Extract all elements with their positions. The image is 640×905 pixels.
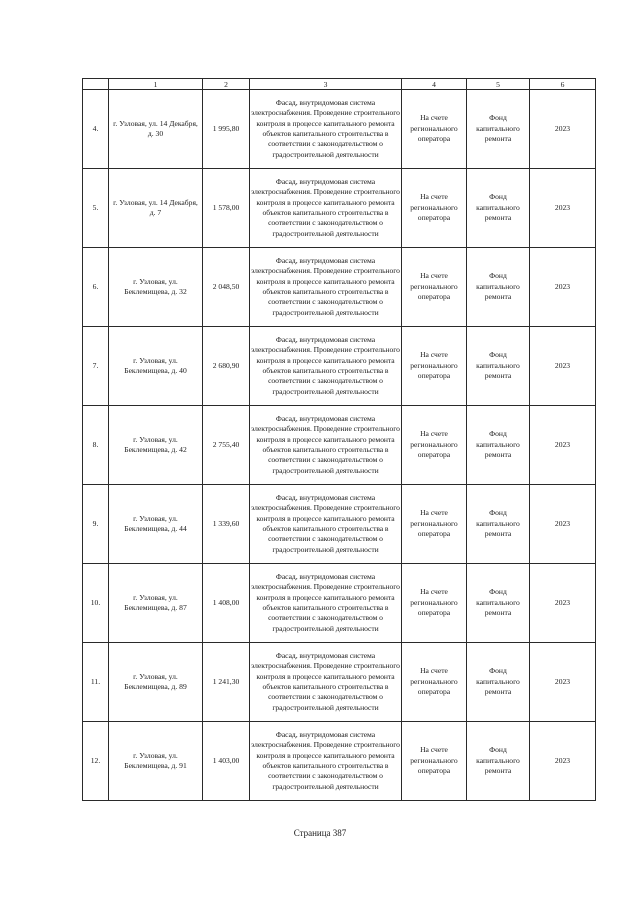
table-row	[83, 722, 596, 801]
row-number-cell: 7.	[83, 327, 109, 406]
table-row	[83, 485, 596, 564]
address-cell: г. Узловая, ул. Беклемищева, д. 32	[109, 248, 203, 327]
header-cell-3: 3	[250, 79, 402, 90]
work-description-cell: Фасад, внутридомовая система электроснабжения. Проведение строительного контроля в процессе капитального ремонта объектов капитального строительства в соответствии с законодательством о градостроительной деятельности	[250, 248, 402, 327]
year-cell: 2023	[530, 643, 596, 722]
header-cell-5: 5	[467, 79, 530, 90]
address-cell: г. Узловая, ул. Беклемищева, д. 89	[109, 643, 203, 722]
cost-cell: 2 755,40	[203, 406, 250, 485]
year-cell: 2023	[530, 485, 596, 564]
account-cell: На счете регионального оператора	[402, 327, 467, 406]
funding-source-cell: Фонд капитального ремонта	[467, 169, 530, 248]
year-cell: 2023	[530, 327, 596, 406]
table-row	[83, 406, 596, 485]
table-row	[83, 643, 596, 722]
year-cell: 2023	[530, 406, 596, 485]
year-cell: 2023	[530, 248, 596, 327]
account-cell: На счете регионального оператора	[402, 169, 467, 248]
row-number-cell: 11.	[83, 643, 109, 722]
table-row	[83, 327, 596, 406]
funding-source-cell: Фонд капитального ремонта	[467, 643, 530, 722]
table-body	[83, 90, 596, 801]
cost-cell: 2 048,50	[203, 248, 250, 327]
year-cell: 2023	[530, 564, 596, 643]
funding-source-cell: Фонд капитального ремонта	[467, 406, 530, 485]
header-cell-6: 6	[530, 79, 596, 90]
header-cell-1: 1	[109, 79, 203, 90]
table-row	[83, 169, 596, 248]
funding-source-cell: Фонд капитального ремонта	[467, 722, 530, 801]
address-cell: г. Узловая, ул. Беклемищева, д. 91	[109, 722, 203, 801]
cost-cell: 1 241,30	[203, 643, 250, 722]
account-cell: На счете регионального оператора	[402, 643, 467, 722]
work-description-cell: Фасад, внутридомовая система электроснабжения. Проведение строительного контроля в процессе капитального ремонта объектов капитального строительства в соответствии с законодательством о градостроительной деятельности	[250, 564, 402, 643]
funding-source-cell: Фонд капитального ремонта	[467, 90, 530, 169]
table-row	[83, 248, 596, 327]
cost-cell: 1 403,00	[203, 722, 250, 801]
work-description-cell: Фасад, внутридомовая система электроснабжения. Проведение строительного контроля в процессе капитального ремонта объектов капитального строительства в соответствии с законодательством о градостроительной деятельности	[250, 169, 402, 248]
column-number-row	[83, 79, 596, 90]
funding-source-cell: Фонд капитального ремонта	[467, 485, 530, 564]
address-cell: г. Узловая, ул. 14 Декабря, д. 7	[109, 169, 203, 248]
row-number-cell: 6.	[83, 248, 109, 327]
cost-cell: 1 339,60	[203, 485, 250, 564]
year-cell: 2023	[530, 722, 596, 801]
row-number-cell: 4.	[83, 90, 109, 169]
table-row	[83, 90, 596, 169]
work-description-cell: Фасад, внутридомовая система электроснабжения. Проведение строительного контроля в процессе капитального ремонта объектов капитального строительства в соответствии с законодательством о градостроительной деятельности	[250, 722, 402, 801]
work-description-cell: Фасад, внутридомовая система электроснабжения. Проведение строительного контроля в процессе капитального ремонта объектов капитального строительства в соответствии с законодательством о градостроительной деятельности	[250, 90, 402, 169]
work-description-cell: Фасад, внутридомовая система электроснабжения. Проведение строительного контроля в процессе капитального ремонта объектов капитального строительства в соответствии с законодательством о градостроительной деятельности	[250, 485, 402, 564]
header-cell-2: 2	[203, 79, 250, 90]
work-description-cell: Фасад, внутридомовая система электроснабжения. Проведение строительного контроля в процессе капитального ремонта объектов капитального строительства в соответствии с законодательством о градостроительной деятельности	[250, 643, 402, 722]
work-description-cell: Фасад, внутридомовая система электроснабжения. Проведение строительного контроля в процессе капитального ремонта объектов капитального строительства в соответствии с законодательством о градостроительной деятельности	[250, 406, 402, 485]
address-cell: г. Узловая, ул. Беклемищева, д. 87	[109, 564, 203, 643]
address-cell: г. Узловая, ул. Беклемищева, д. 40	[109, 327, 203, 406]
cost-cell: 1 408,00	[203, 564, 250, 643]
table-row	[83, 564, 596, 643]
account-cell: На счете регионального оператора	[402, 406, 467, 485]
row-number-cell: 10.	[83, 564, 109, 643]
row-number-cell: 9.	[83, 485, 109, 564]
row-number-cell: 5.	[83, 169, 109, 248]
account-cell: На счете регионального оператора	[402, 90, 467, 169]
cost-cell: 1 578,00	[203, 169, 250, 248]
header-cell-blank	[83, 79, 109, 90]
work-description-cell: Фасад, внутридомовая система электроснабжения. Проведение строительного контроля в процессе капитального ремонта объектов капитального строительства в соответствии с законодательством о градостроительной деятельности	[250, 327, 402, 406]
year-cell: 2023	[530, 90, 596, 169]
page-number: Страница 387	[293, 828, 347, 838]
account-cell: На счете регионального оператора	[402, 722, 467, 801]
account-cell: На счете регионального оператора	[402, 485, 467, 564]
funding-source-cell: Фонд капитального ремонта	[467, 248, 530, 327]
address-cell: г. Узловая, ул. Беклемищева, д. 42	[109, 406, 203, 485]
funding-source-cell: Фонд капитального ремонта	[467, 564, 530, 643]
row-number-cell: 8.	[83, 406, 109, 485]
funding-source-cell: Фонд капитального ремонта	[467, 327, 530, 406]
header-cell-4: 4	[402, 79, 467, 90]
address-cell: г. Узловая, ул. Беклемищева, д. 44	[109, 485, 203, 564]
row-number-cell: 12.	[83, 722, 109, 801]
account-cell: На счете регионального оператора	[402, 248, 467, 327]
cost-cell: 1 995,80	[203, 90, 250, 169]
account-cell: На счете регионального оператора	[402, 564, 467, 643]
address-cell: г. Узловая, ул. 14 Декабря, д. 30	[109, 90, 203, 169]
repair-schedule-table	[82, 78, 596, 801]
year-cell: 2023	[530, 169, 596, 248]
cost-cell: 2 680,90	[203, 327, 250, 406]
